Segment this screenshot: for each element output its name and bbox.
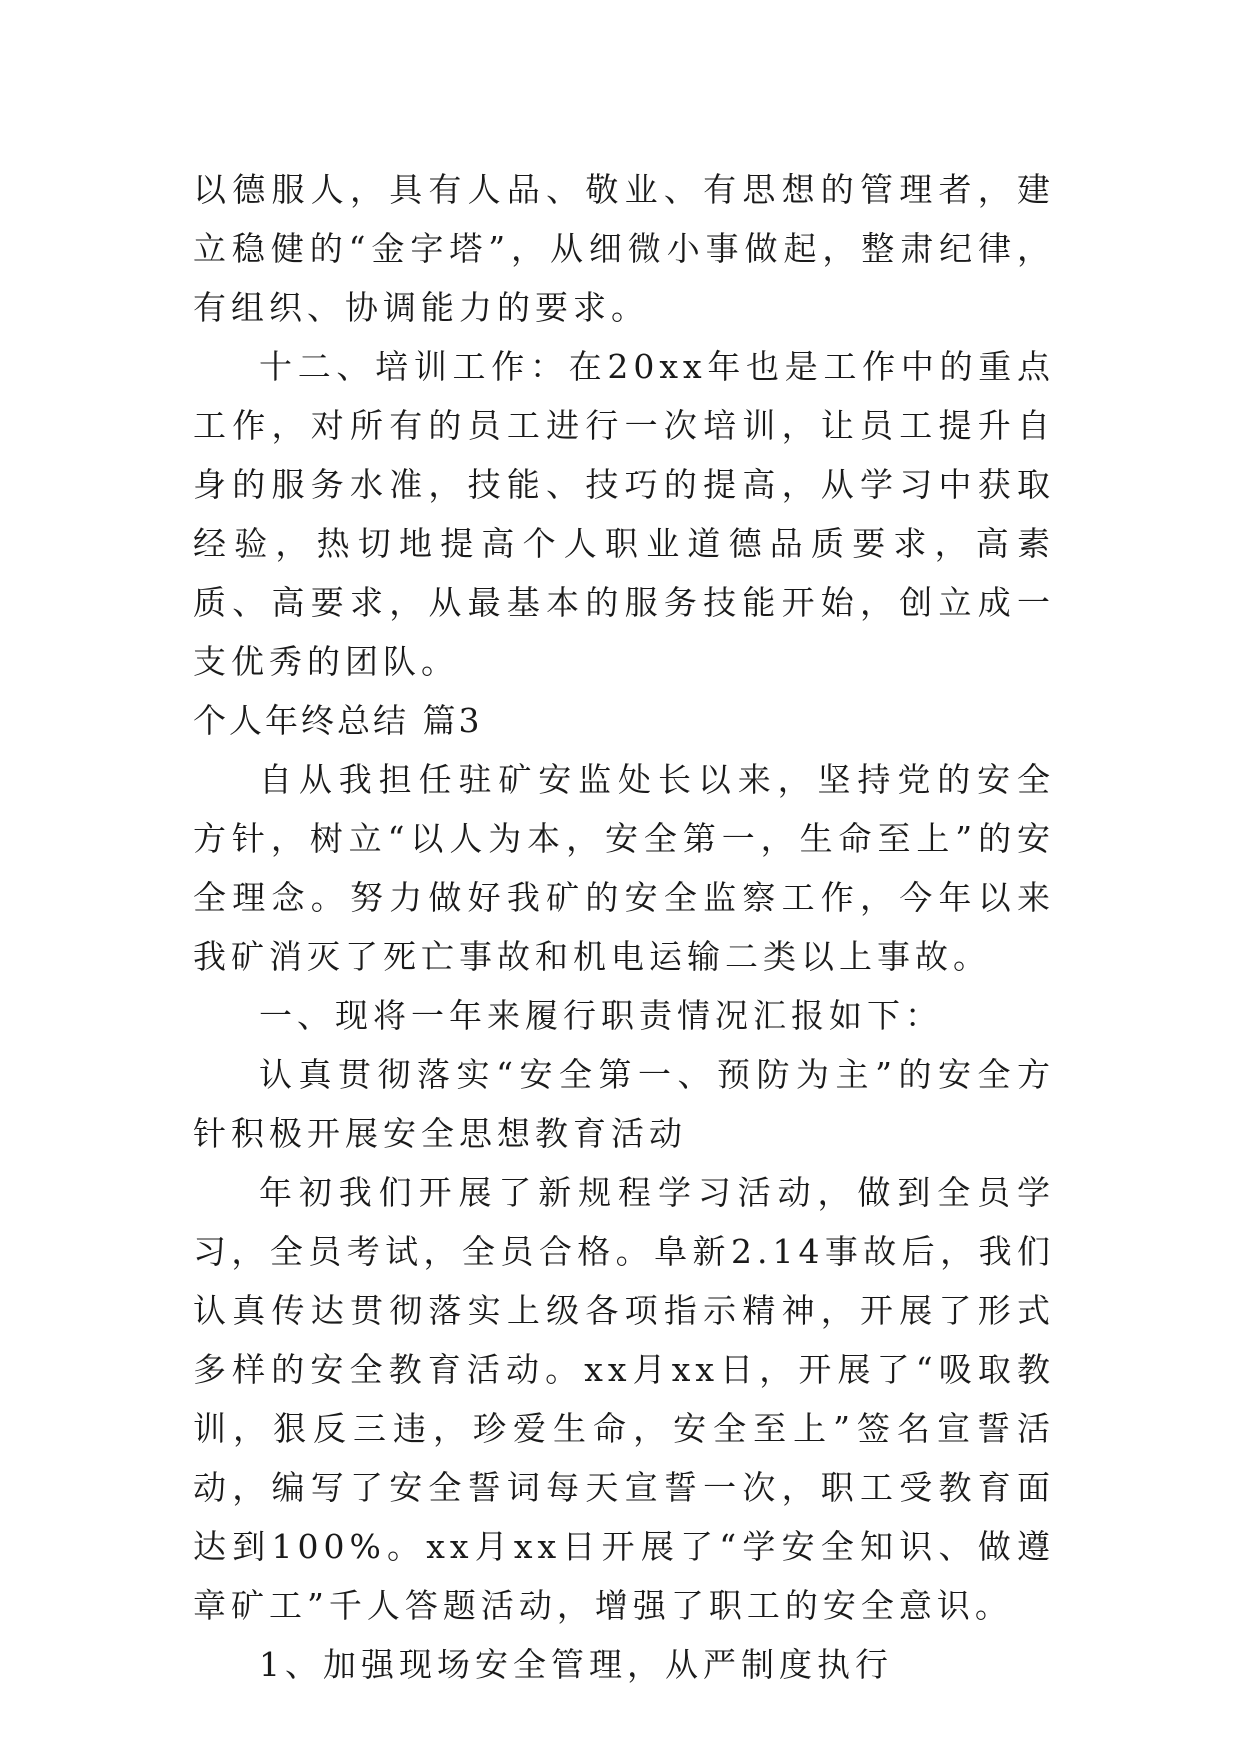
document-body: [193, 160, 1055, 1694]
paragraph-safety-policy: 认真贯彻落实“安全第一、预防为主”的安全方针积极开展安全思想教育活动: [193, 1055, 1055, 1153]
section-heading: 个人年终总结 篇3: [193, 701, 483, 740]
paragraph-safety-director-intro: 自从我担任驻矿安监处长以来，坚持党的安全方针，树立“以人为本，安全第一，生命至上”的安全理念。努力做好我矿的安全监察工作，今年以来我矿消灭了死亡事故和机电运输二类以上事故。: [193, 760, 1055, 976]
paragraph-management-requirements: 以德服人，具有人品、敬业、有思想的管理者，建立稳健的“金字塔”，从细微小事做起，整肃纪律，有组织、协调能力的要求。: [193, 170, 1055, 327]
paragraph-safety-education: 年初我们开展了新规程学习活动，做到全员学习，全员考试，全员合格。阜新2.14事故后，我们认真传达贯彻落实上级各项指示精神，开展了形式多样的安全教育活动。xx月xx日，开展了“吸取教训，狠反三违，珍爱生命，安全至上”签名宣誓活动，编写了安全誓词每天宣誓一次，职工受教育面达到100%。xx月xx日开展了“学安全知识、做遵章矿工”千人答题活动，增强了职工的安全意识。: [193, 1173, 1055, 1625]
paragraph-training-work: 十二、培训工作：在20xx年也是工作中的重点工作，对所有的员工进行一次培训，让员工提升自身的服务水准，技能、技巧的提高，从学习中获取经验，热切地提高个人职业道德品质要求，高素质、高要求，从最基本的服务技能开始，创立成一支优秀的团队。: [193, 347, 1055, 681]
paragraph-duties-report: 一、现将一年来履行职责情况汇报如下：: [259, 996, 943, 1035]
paragraph-site-management: 1、加强现场安全管理，从严制度执行: [259, 1645, 893, 1684]
